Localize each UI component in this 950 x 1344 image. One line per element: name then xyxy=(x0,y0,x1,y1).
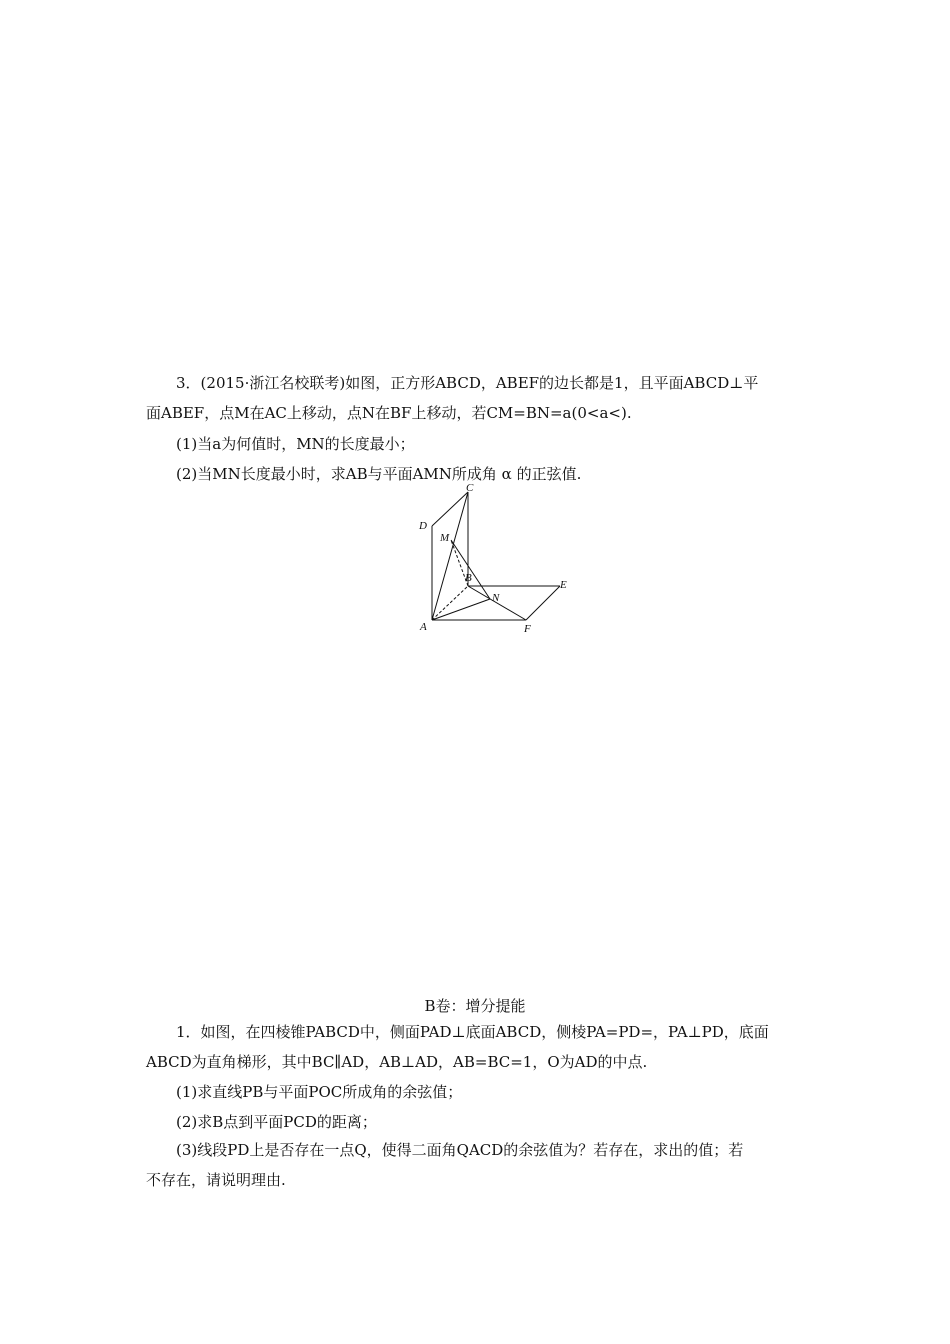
section-b-problem1-line2: ABCD为直角梯形，其中BC∥AD，AB⊥AD，AB=BC=1，O为AD的中点. xyxy=(146,1053,648,1071)
edge-FE xyxy=(526,586,560,620)
section-b-title: B卷：增分提能 xyxy=(424,997,526,1015)
section-b-question3-line1: (3)线段PD上是否存在一点Q，使得二面角QACD的余弦值为？若存在，求出的值；若 xyxy=(176,1141,744,1159)
problem3-number: 3． xyxy=(176,374,201,392)
problem3-line2: 面ABEF，点M在AC上移动，点N在BF上移动，若CM=BN=a(0<a<). xyxy=(146,404,632,422)
problem3-question1: (1)当a为何值时，MN的长度最小； xyxy=(176,435,415,453)
edge-DC xyxy=(432,492,468,526)
problem3-text1: 如图，正方形ABCD，ABEF的边长都是1，且平面ABCD⊥平 xyxy=(345,374,759,392)
segment-AN xyxy=(432,599,490,620)
label-E: E xyxy=(560,579,567,591)
geometry-figure xyxy=(410,480,610,650)
problem3-source: (2015·浙江名校联考) xyxy=(200,374,346,392)
problem3-line1 xyxy=(146,368,808,398)
segment-MN xyxy=(451,540,490,599)
label-A: A xyxy=(420,621,427,633)
problem3-question2: (2)当MN长度最小时，求AB与平面AMN所成角 α 的正弦值. xyxy=(176,465,582,483)
label-C: C xyxy=(466,482,474,494)
hidden-edge-AB xyxy=(432,586,468,620)
label-N: N xyxy=(492,592,500,604)
section-b-question1: (1)求直线PB与平面POC所成角的余弦值； xyxy=(176,1083,463,1101)
label-D: D xyxy=(419,520,427,532)
section-b-question3-line2: 不存在，请说明理由. xyxy=(146,1171,286,1189)
section-b-question2: (2)求B点到平面PCD的距离； xyxy=(176,1113,377,1131)
label-B: B xyxy=(465,572,472,584)
diagonal-AC xyxy=(432,492,468,620)
section-b-problem1-line1: 1．如图，在四棱锥PABCD中，侧面PAD⊥底面ABCD，侧棱PA=PD=，PA⊥PD，底面 xyxy=(176,1023,769,1041)
label-M: M xyxy=(440,532,450,544)
label-F: F xyxy=(524,623,531,635)
